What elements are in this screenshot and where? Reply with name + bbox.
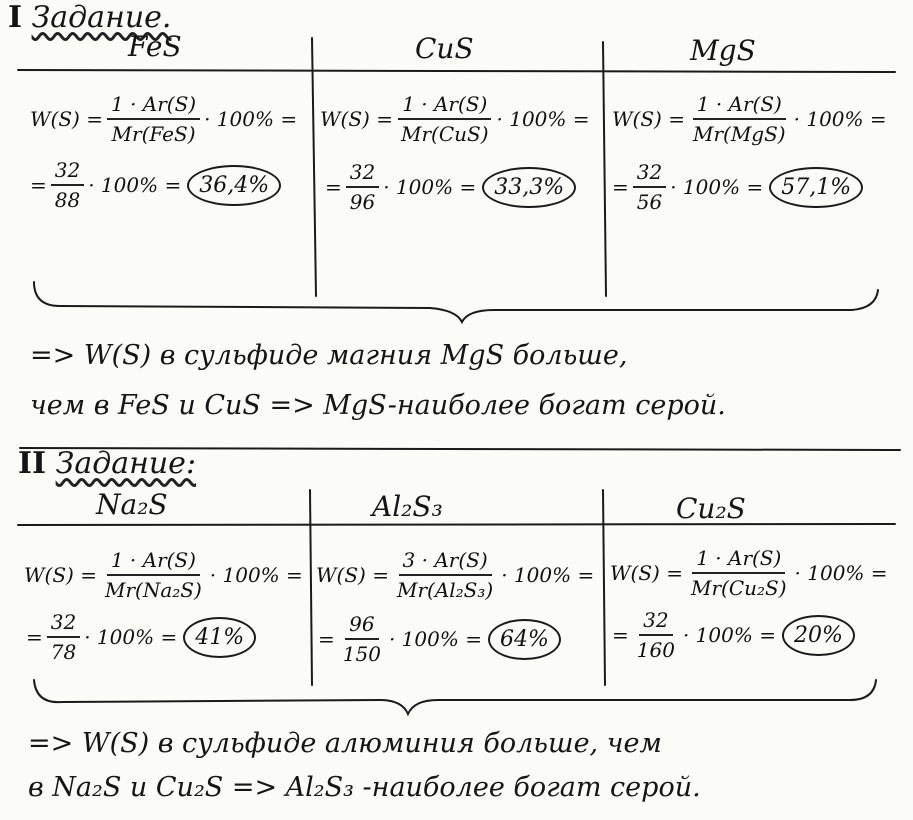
calc-prefix: = (612, 623, 629, 647)
formula-denominator: Mr(FeS) (111, 122, 196, 146)
formula-left: W(S) = (610, 561, 683, 585)
task2-col1-header: Na₂S (96, 488, 168, 521)
task2-header-rule (18, 524, 895, 525)
task2-divider-1 (310, 490, 312, 685)
formula-tail: · 100% = (794, 561, 888, 585)
calc-prefix: = (318, 627, 335, 651)
calc-numerator: 32 (639, 608, 672, 636)
task1-col1-formula (30, 92, 297, 146)
calc-denominator: 88 (54, 188, 81, 212)
task2-title (18, 446, 196, 481)
calc-prefix: = (30, 173, 47, 197)
formula-numerator: 1 · Ar(S) (107, 548, 200, 576)
calc-numerator: 32 (346, 160, 379, 188)
calc-fraction (346, 160, 379, 214)
formula-left: W(S) = (612, 107, 685, 131)
task1-conclusion-line2: чем в FeS и CuS => MgS-наиболее богат серой. (30, 390, 726, 421)
task2-number: II (18, 446, 47, 481)
task1-title-text: Задание. (31, 0, 172, 35)
task2-col3-header: Cu₂S (676, 492, 746, 525)
task1-col1-header: FeS (128, 30, 182, 63)
calc-tail: · 100% = (383, 175, 477, 199)
task1-col2-formula (320, 92, 590, 146)
task1-divider-1 (312, 38, 316, 296)
formula-left: W(S) = (24, 563, 97, 587)
calc-numerator: 32 (633, 160, 666, 188)
formula-numerator: 1 · Ar(S) (692, 546, 785, 574)
formula-fraction (101, 548, 206, 602)
task2-divider-2 (603, 490, 605, 685)
formula-tail: · 100% = (793, 107, 887, 131)
calc-fraction (633, 608, 679, 662)
calc-denominator: 56 (636, 190, 663, 214)
calc-denominator: 96 (349, 190, 376, 214)
task1-col3-header: MgS (690, 34, 756, 67)
answer-circle: 41% (183, 617, 256, 658)
task2-col1-formula (24, 548, 303, 602)
task2-col2-header: Al₂S₃ (372, 490, 443, 523)
task1-col2-calc (325, 160, 576, 214)
formula-denominator: Mr(CuS) (400, 122, 489, 146)
task2-conclusion-line1: => W(S) в сульфиде алюминия больше, чем (28, 728, 662, 759)
calc-tail: · 100% = (388, 627, 482, 651)
task2-col3-calc (612, 608, 855, 662)
calc-tail: · 100% = (682, 623, 776, 647)
calc-numerator: 32 (47, 610, 80, 638)
task1-number: I (8, 0, 23, 35)
calc-numerator: 32 (51, 158, 84, 186)
task2-col1-calc (26, 610, 256, 664)
task1-col2-header: CuS (415, 32, 474, 65)
calc-fraction (339, 612, 385, 666)
formula-fraction (107, 92, 200, 146)
calc-tail: · 100% = (84, 625, 178, 649)
formula-numerator: 3 · Ar(S) (399, 548, 492, 576)
task1-conclusion-line1: => W(S) в сульфиде магния MgS больше, (30, 340, 628, 371)
formula-numerator: 1 · Ar(S) (398, 92, 491, 120)
task1-divider-2 (603, 42, 606, 296)
formula-tail: · 100% = (204, 107, 298, 131)
formula-left: W(S) = (316, 563, 389, 587)
calc-prefix: = (26, 625, 43, 649)
formula-tail: · 100% = (496, 107, 590, 131)
formula-denominator: Mr(MgS) (692, 122, 786, 146)
task2-col2-calc (318, 612, 561, 666)
answer-circle: 36,4% (187, 165, 281, 206)
task2-col2-formula (316, 548, 594, 602)
formula-numerator: 1 · Ar(S) (107, 92, 200, 120)
formula-tail: · 100% = (501, 563, 595, 587)
calc-tail: · 100% = (88, 173, 182, 197)
task1-col1-calc (30, 158, 281, 212)
calc-fraction (633, 160, 666, 214)
formula-fraction (687, 546, 791, 600)
formula-left: W(S) = (320, 107, 393, 131)
calc-denominator: 160 (636, 638, 675, 662)
calc-denominator: 150 (342, 642, 381, 666)
formula-denominator: Mr(Na₂S) (104, 578, 202, 602)
formula-denominator: Mr(Cu₂S) (690, 576, 787, 600)
formula-tail: · 100% = (209, 563, 303, 587)
answer-circle: 64% (488, 619, 561, 660)
calc-numerator: 96 (345, 612, 378, 640)
answer-circle: 20% (782, 615, 855, 656)
formula-left: W(S) = (30, 107, 103, 131)
formula-fraction (393, 548, 497, 602)
task2-title-text: Задание: (55, 446, 197, 481)
calc-prefix: = (612, 175, 629, 199)
task1-header-rule (18, 70, 895, 72)
calc-fraction (51, 158, 84, 212)
task1-brace (34, 282, 878, 322)
calc-fraction (47, 610, 80, 664)
answer-circle: 33,3% (482, 167, 576, 208)
task1-col3-formula (612, 92, 887, 146)
answer-circle: 57,1% (769, 167, 863, 208)
task1-col3-calc (612, 160, 863, 214)
task2-col3-formula (610, 546, 888, 600)
calc-denominator: 78 (50, 640, 77, 664)
formula-fraction (689, 92, 790, 146)
formula-denominator: Mr(Al₂S₃) (396, 578, 494, 602)
task2-conclusion-line2: в Na₂S и Cu₂S => Al₂S₃ -наиболее богат серой. (28, 772, 701, 803)
calc-tail: · 100% = (670, 175, 764, 199)
formula-numerator: 1 · Ar(S) (693, 92, 786, 120)
formula-fraction (397, 92, 493, 146)
calc-prefix: = (325, 175, 342, 199)
task2-brace (34, 680, 876, 714)
